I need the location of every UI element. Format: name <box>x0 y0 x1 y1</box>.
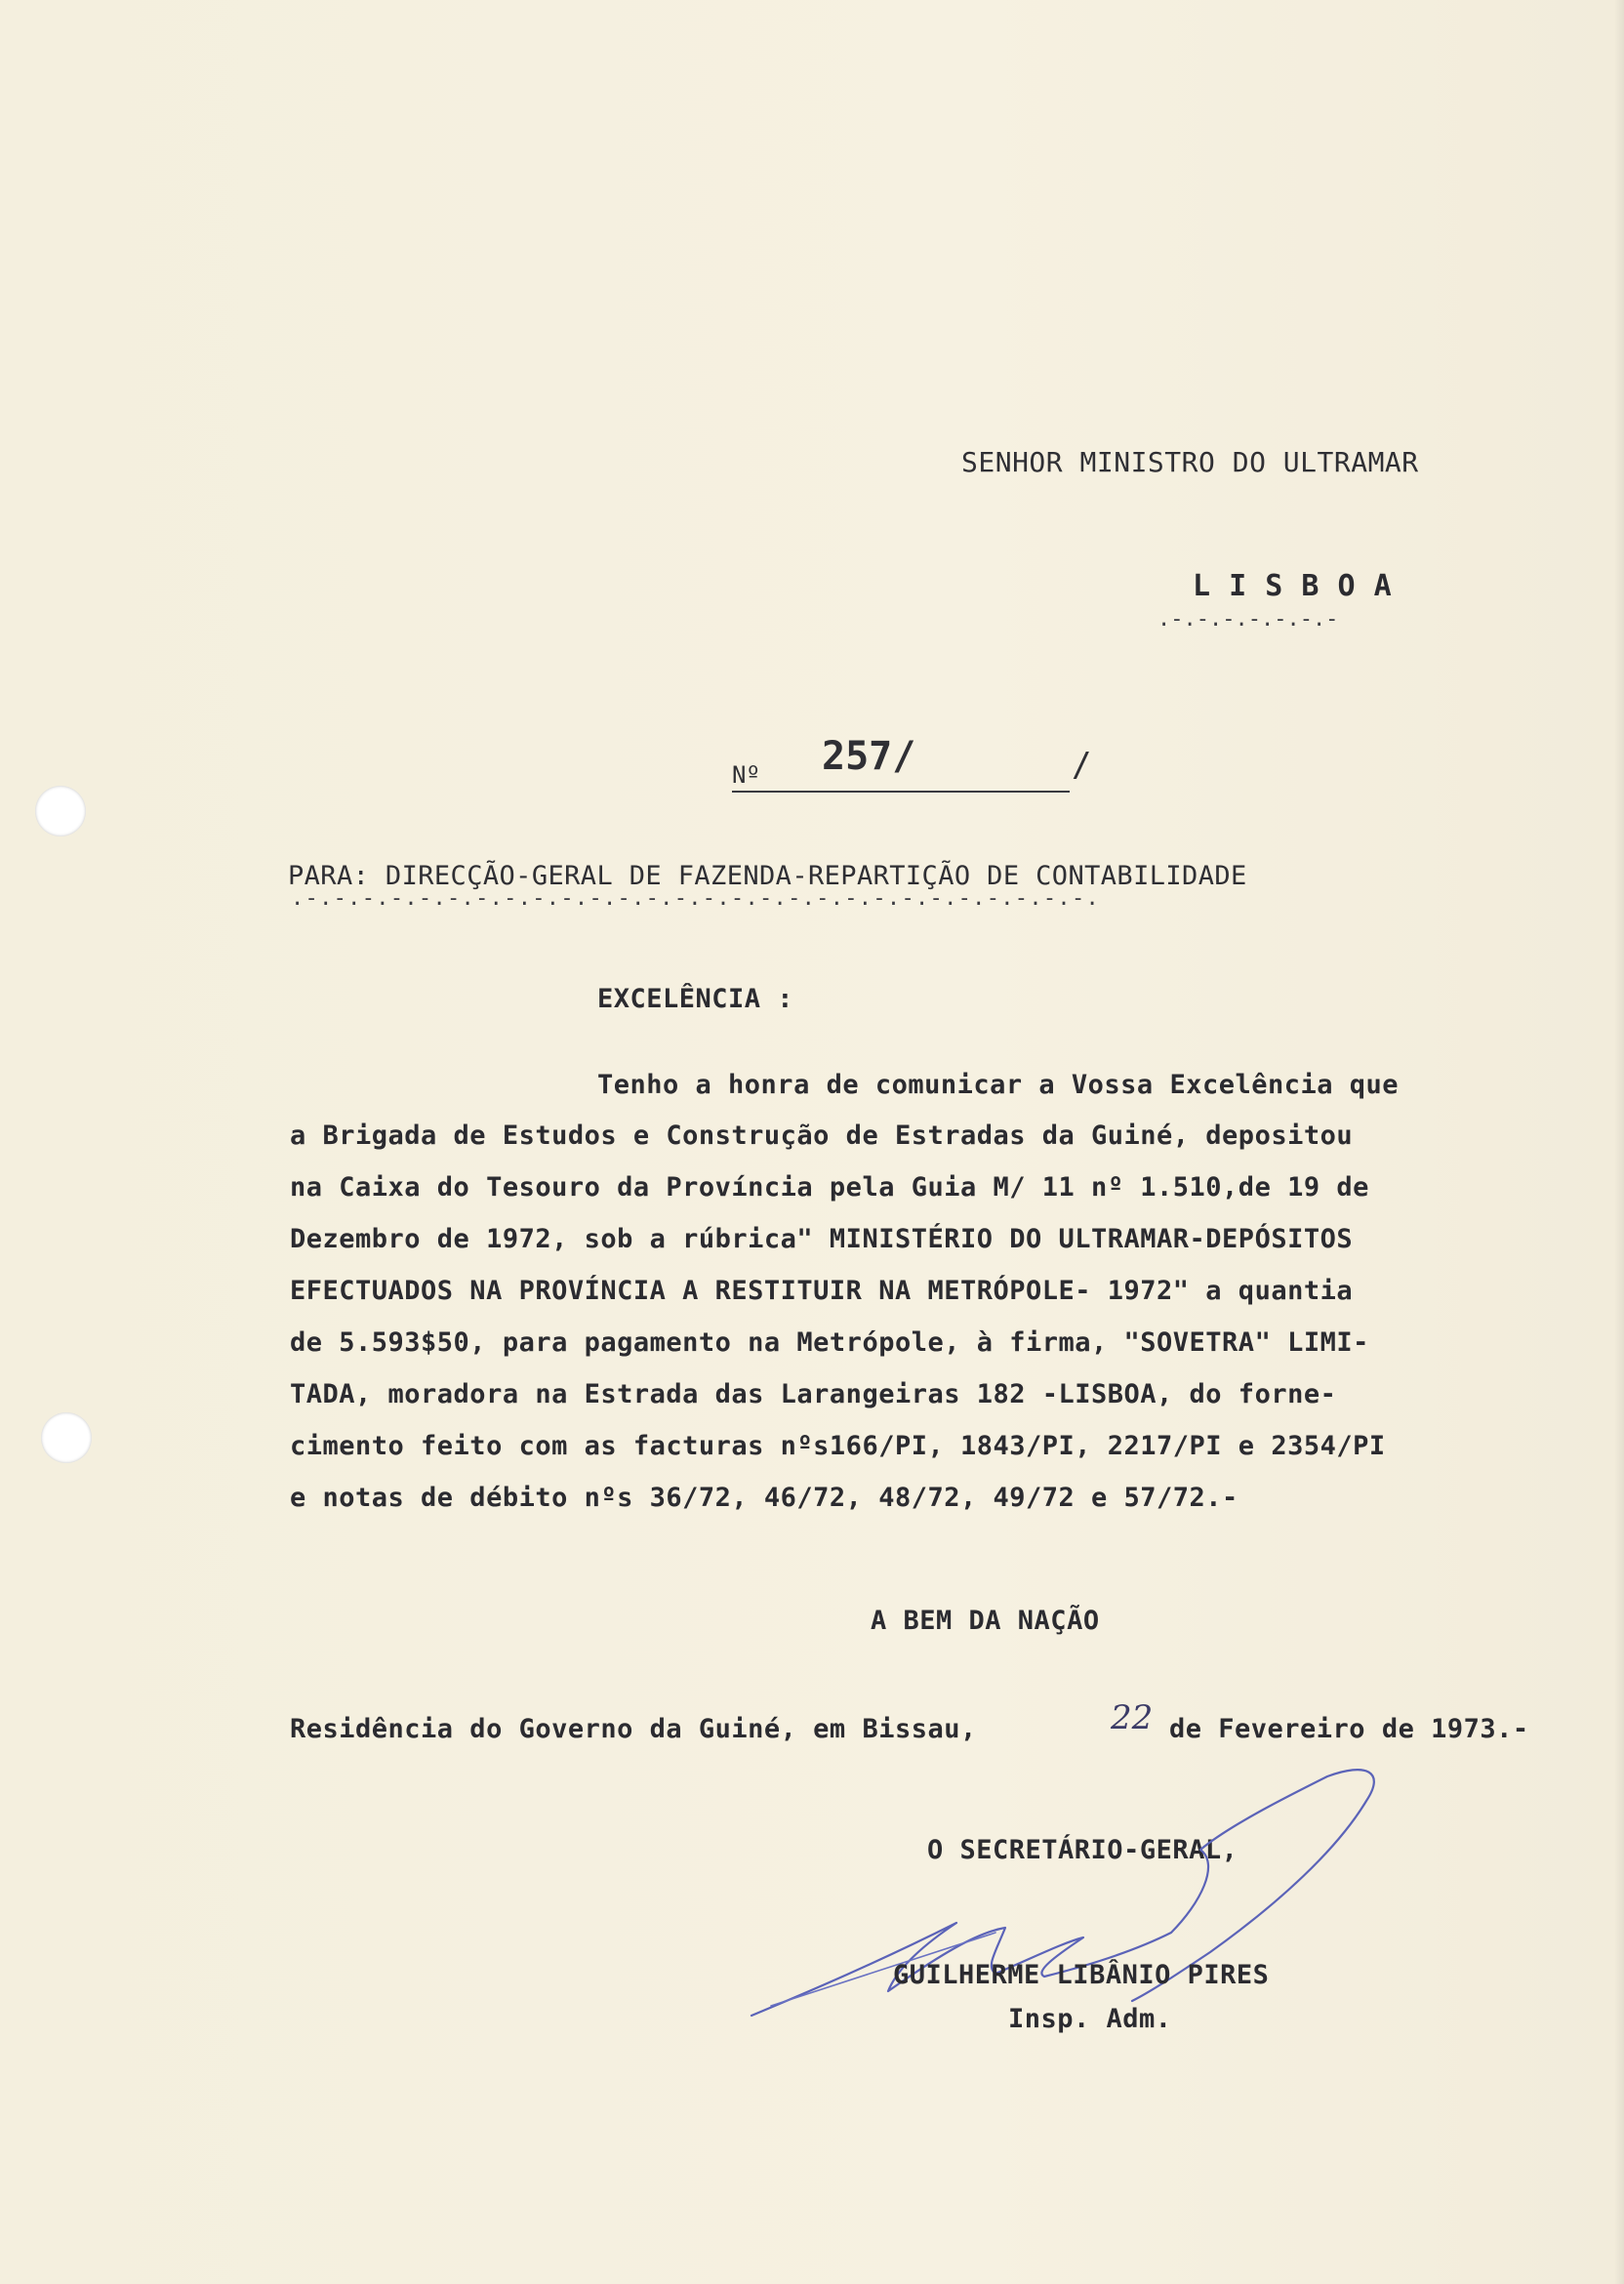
body-line-4: Dezembro de 1972, sob a rúbrica" MINISTÉRIO DO ULTRAMAR-DEPÓSITOS <box>290 1224 1354 1254</box>
date-day-handwritten: 22 <box>1111 1698 1154 1737</box>
body-line-7: TADA, moradora na Estrada das Larangeiras 182 -LISBOA, do forne- <box>290 1379 1337 1409</box>
body-line-8: cimento feito com as facturas nºs166/PI, 1843/PI, 2217/PI e 2354/PI <box>290 1431 1386 1461</box>
salutation: EXCELÊNCIA : <box>597 984 794 1014</box>
page-edge-shadow <box>1614 0 1624 2284</box>
signature-title: O SECRETÁRIO-GERAL, <box>927 1835 1238 1865</box>
date-line-suffix: de Fevereiro de 1973.- <box>1169 1714 1529 1744</box>
city-underline: .-.-.-.-.-.-.- <box>1157 607 1339 632</box>
punch-hole-bottom <box>41 1412 92 1463</box>
body-line-6: de 5.593$50, para pagamento na Metrópole, à firma, "SOVETRA" LIMI- <box>290 1327 1369 1358</box>
closing: A BEM DA NAÇÃO <box>871 1606 1100 1636</box>
date-line-prefix: Residência do Governo da Guiné, em Bissau, <box>290 1714 977 1744</box>
reference-number-value: 257/ <box>822 734 916 779</box>
handwritten-signature <box>742 1757 1405 2040</box>
body-line-1: Tenho a honra de comunicar a Vossa Excelência que <box>597 1070 1400 1100</box>
body-line-3: na Caixa do Tesouro da Província pela Guia M/ 11 nº 1.510,de 19 de <box>290 1172 1369 1203</box>
reference-rule <box>732 791 1070 793</box>
city: L I S B O A <box>1193 569 1393 603</box>
punch-hole-top <box>35 786 86 836</box>
recipient-line: PARA: DIRECÇÃO-GERAL DE FAZENDA-REPARTIÇÃO DE CONTABILIDADE <box>288 861 1247 891</box>
reference-suffix: / <box>1072 746 1092 785</box>
body-line-2: a Brigada de Estudos e Construção de Estradas da Guiné, depositou <box>290 1121 1354 1151</box>
body-line-5: EFECTUADOS NA PROVÍNCIA A RESTITUIR NA METRÓPOLE- 1972" a quantia <box>290 1276 1354 1306</box>
recipient-underline: .-.-.-.-.-.-.-.-.-.-.-.-.-.-.-.-.-.-.-.-.-.-.-.-.-.-.-.-. <box>291 886 1101 911</box>
reference-prefix: Nº <box>732 761 760 789</box>
signatory-name: GUILHERME LIBÂNIO PIRES <box>893 1960 1270 1990</box>
body-line-9: e notas de débito nºs 36/72, 46/72, 48/72, 49/72 e 57/72.- <box>290 1483 1238 1513</box>
signatory-role: Insp. Adm. <box>1008 2004 1172 2034</box>
addressee: SENHOR MINISTRO DO ULTRAMAR <box>961 446 1419 478</box>
